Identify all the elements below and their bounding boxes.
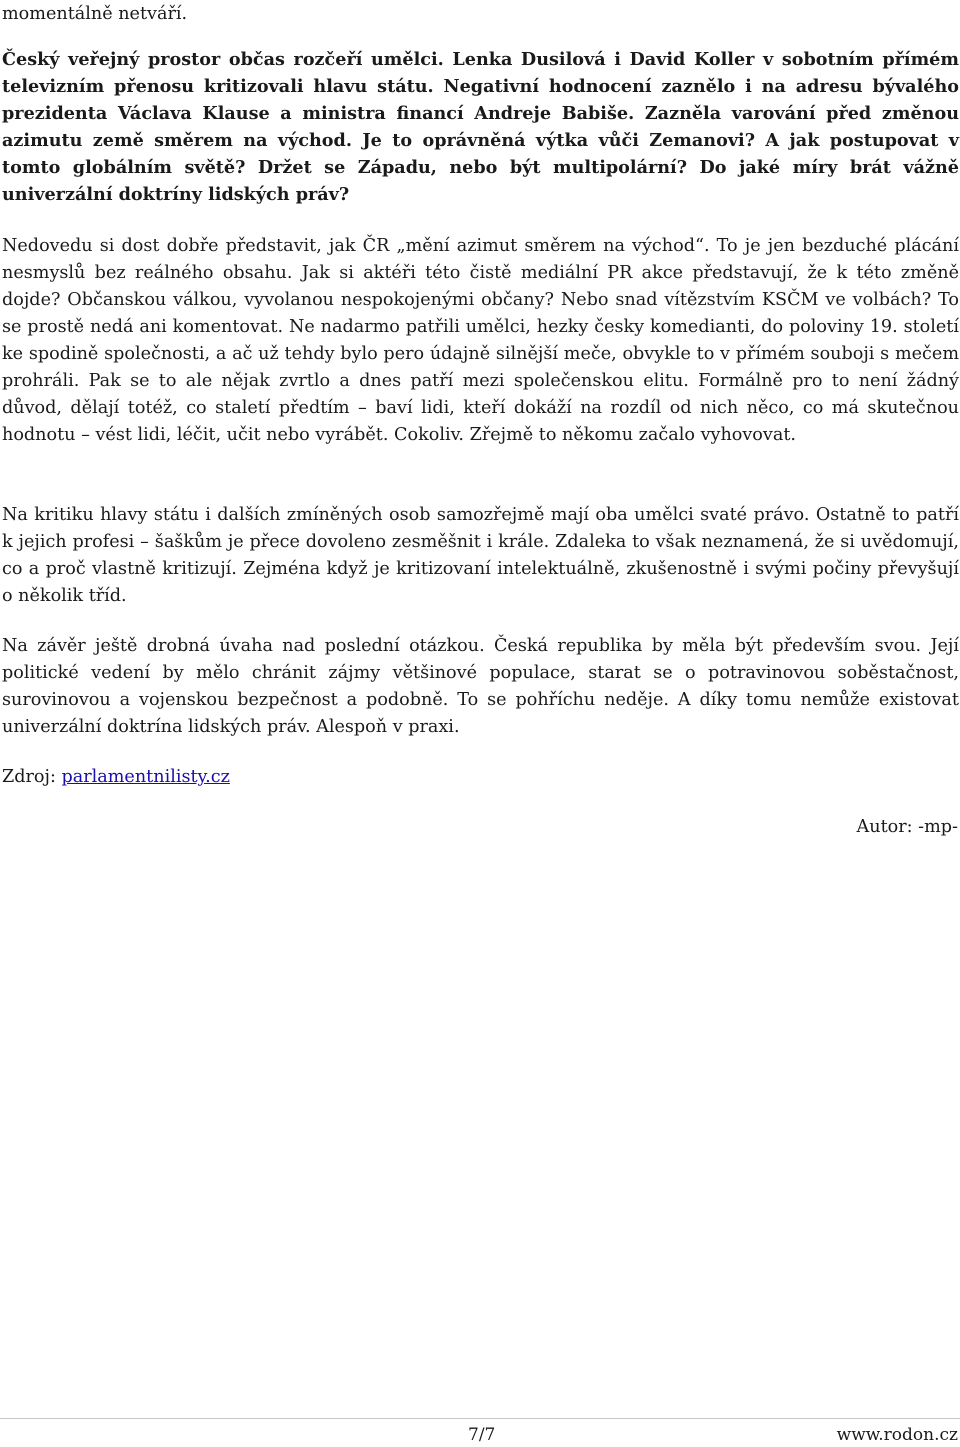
lead-paragraph: Český veřejný prostor občas rozčeří umělci. Lenka Dusilová i David Koller v sobotním přímém televizním přenosu kritizovali hlavu státu. Negativní hodnocení zaznělo i na adresu bývalého prezidenta Václava Klause a ministra financí Andreje Babiše. Zazněla varování před změnou azimutu země směrem na východ. Je to oprávněná výtka vůči Zemanovi? A jak postupovat v tomto globálním světě? Držet se Západu, nebo být multipolární? Do jaké míry brát vážně univerzální doktríny lidských práv?: [2, 49, 959, 205]
page-number: 7/7: [468, 1425, 496, 1445]
body-paragraph-3: Na závěr ještě drobná úvaha nad poslední otázkou. Česká republika by měla být především svou. Její politické vedení by mělo chránit zájmy většinové populace, starat se o potravinovou soběstačnost, surovinovou a vojenskou bezpečnost a podobně. To se pohříchu neděje. A díky tomu nemůže existovat univerzální doktrína lidských práv. Alespoň v praxi.: [2, 636, 959, 737]
footer-divider: [0, 1418, 960, 1419]
site-name: www.rodon.cz: [836, 1425, 958, 1445]
author-line: Autor: -mp-: [856, 817, 958, 837]
body-paragraph-1: Nedovedu si dost dobře představit, jak ČR „mění azimut směrem na východ“. To je jen bezduché plácání nesmyslů bez reálného obsahu. Jak si aktéři této čistě mediální PR akce představují, že k této změně dojde? Občanskou válkou, vyvolanou nespokojenými občany? Nebo snad vítězstvím KSČM ve volbách? To se prostě nedá ani komentovat. Ne nadarmo patřili umělci, hezky česky komedianti, do poloviny 19. století ke spodině společnosti, a ač už tehdy bylo pero údajně silnější meče, obvykle to v přímém souboji s mečem prohráli. Pak se to ale nějak zvrtlo a dnes patří mezi společenskou elitu. Formálně pro to není žádný důvod, dělají totéž, co staletí předtím – baví lidi, kteří dokáží na rozdíl od nich něco, co má skutečnou hodnotu – vést lidi, léčit, učit nebo vyrábět. Cokoliv. Zřejmě to někomu začalo vyhovovat.: [2, 236, 959, 445]
source-line: [2, 764, 230, 791]
source-link[interactable]: parlamentnilisty.cz: [61, 767, 230, 787]
source-label: Zdroj:: [2, 767, 56, 787]
body-paragraph-2: Na kritiku hlavy státu i dalších zmíněných osob samozřejmě mají oba umělci svaté právo. Ostatně to patří k jejich profesi – šaškům je přece dovoleno zesměšnit i krále. Zdaleka to však neznamená, že si uvědomují, co a proč vlastně kritizují. Zejména když je kritizovaní intelektuálně, zkušenostně i svými počiny převyšují o několik tříd.: [2, 505, 959, 606]
continued-text: momentálně netváří.: [2, 4, 188, 24]
